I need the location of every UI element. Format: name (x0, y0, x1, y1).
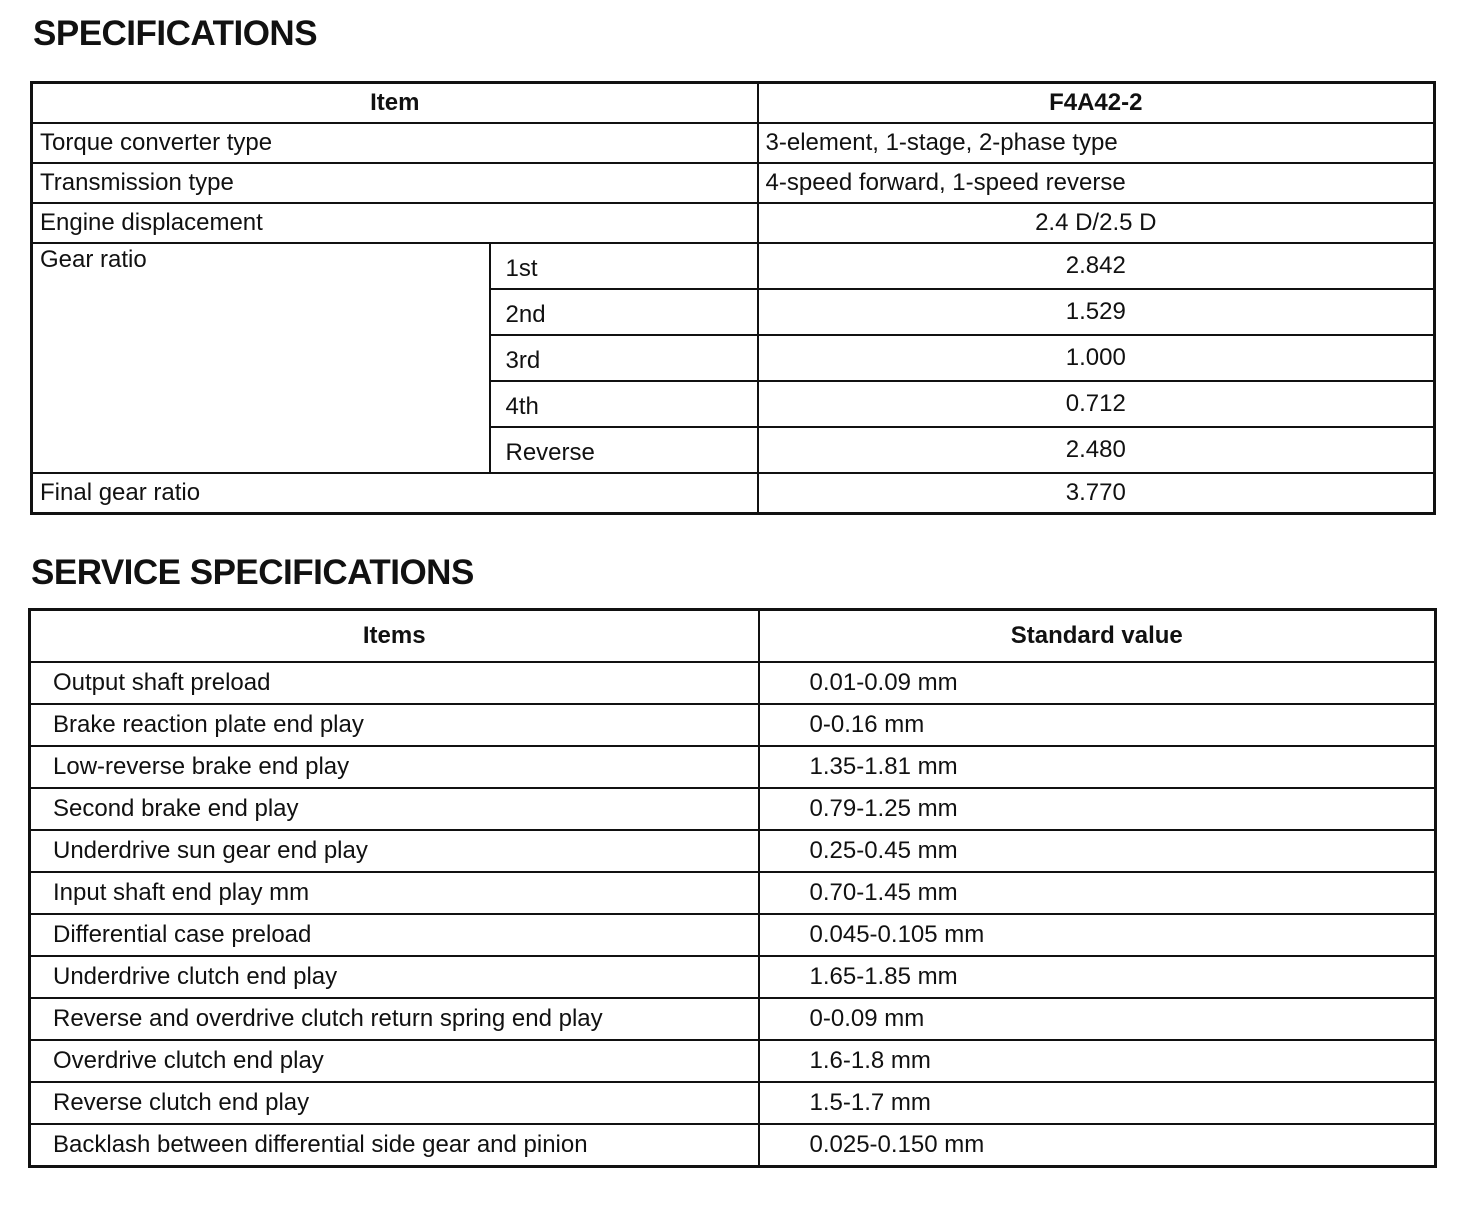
service-item: Reverse and overdrive clutch return spring end play (30, 998, 759, 1040)
gear-value: 1.000 (758, 335, 1435, 381)
table-row (30, 998, 1436, 1040)
spec-value: 2.4 D/2.5 D (758, 203, 1435, 243)
service-item: Output shaft preload (30, 662, 759, 704)
service-item: Second brake end play (30, 788, 759, 830)
service-specifications-table (28, 608, 1437, 1168)
service-item: Backlash between differential side gear and pinion (30, 1124, 759, 1167)
table-row (30, 1082, 1436, 1124)
specifications-table (30, 81, 1436, 515)
gear-name: Reverse (490, 427, 758, 473)
gear-value: 0.712 (758, 381, 1435, 427)
table-row (30, 830, 1436, 872)
spec-row-final-gear (32, 473, 1435, 514)
gear-name: 4th (490, 381, 758, 427)
spec-label: Transmission type (32, 163, 758, 203)
service-standard-value: 0-0.09 mm (759, 998, 1436, 1040)
spec-row-gear-1 (32, 243, 1435, 289)
spec-header-item: Item (32, 83, 758, 124)
spec-row-transmission (32, 163, 1435, 203)
table-row (30, 1124, 1436, 1167)
service-standard-value: 1.35-1.81 mm (759, 746, 1436, 788)
service-header-row (30, 610, 1436, 663)
table-row (30, 704, 1436, 746)
service-item: Brake reaction plate end play (30, 704, 759, 746)
table-row (30, 662, 1436, 704)
service-item: Reverse clutch end play (30, 1082, 759, 1124)
service-standard-value: 1.65-1.85 mm (759, 956, 1436, 998)
table-row (30, 872, 1436, 914)
table-row (30, 1040, 1436, 1082)
gear-name: 1st (490, 243, 758, 289)
gear-value: 2.842 (758, 243, 1435, 289)
spec-label: Engine displacement (32, 203, 758, 243)
spec-label: Torque converter type (32, 123, 758, 163)
spec-value: 3-element, 1-stage, 2-phase type (758, 123, 1435, 163)
gear-ratio-label: Gear ratio (32, 243, 490, 473)
gear-name: 3rd (490, 335, 758, 381)
service-header-items: Items (30, 610, 759, 663)
service-header-standard: Standard value (759, 610, 1436, 663)
spec-value: 4-speed forward, 1-speed reverse (758, 163, 1435, 203)
service-standard-value: 0.70-1.45 mm (759, 872, 1436, 914)
service-standard-value: 0.25-0.45 mm (759, 830, 1436, 872)
service-item: Differential case preload (30, 914, 759, 956)
service-standard-value: 1.6-1.8 mm (759, 1040, 1436, 1082)
service-standard-value: 0-0.16 mm (759, 704, 1436, 746)
service-standard-value: 0.01-0.09 mm (759, 662, 1436, 704)
service-item: Low-reverse brake end play (30, 746, 759, 788)
spec-label: Final gear ratio (32, 473, 758, 514)
spec-row-torque-converter (32, 123, 1435, 163)
gear-value: 1.529 (758, 289, 1435, 335)
table-row (30, 746, 1436, 788)
spec-header-row (32, 83, 1435, 124)
spec-header-model: F4A42-2 (758, 83, 1435, 124)
service-standard-value: 0.025-0.150 mm (759, 1124, 1436, 1167)
service-table-body (30, 662, 1436, 1167)
table-row (30, 788, 1436, 830)
service-specifications-heading: SERVICE SPECIFICATIONS (31, 553, 474, 592)
gear-name: 2nd (490, 289, 758, 335)
service-item: Input shaft end play mm (30, 872, 759, 914)
spec-row-displacement (32, 203, 1435, 243)
table-row (30, 914, 1436, 956)
service-standard-value: 1.5-1.7 mm (759, 1082, 1436, 1124)
service-item: Underdrive sun gear end play (30, 830, 759, 872)
spec-value: 3.770 (758, 473, 1435, 514)
service-standard-value: 0.045-0.105 mm (759, 914, 1436, 956)
service-item: Underdrive clutch end play (30, 956, 759, 998)
gear-value: 2.480 (758, 427, 1435, 473)
table-row (30, 956, 1436, 998)
service-item: Overdrive clutch end play (30, 1040, 759, 1082)
specifications-heading: SPECIFICATIONS (33, 14, 318, 53)
service-standard-value: 0.79-1.25 mm (759, 788, 1436, 830)
